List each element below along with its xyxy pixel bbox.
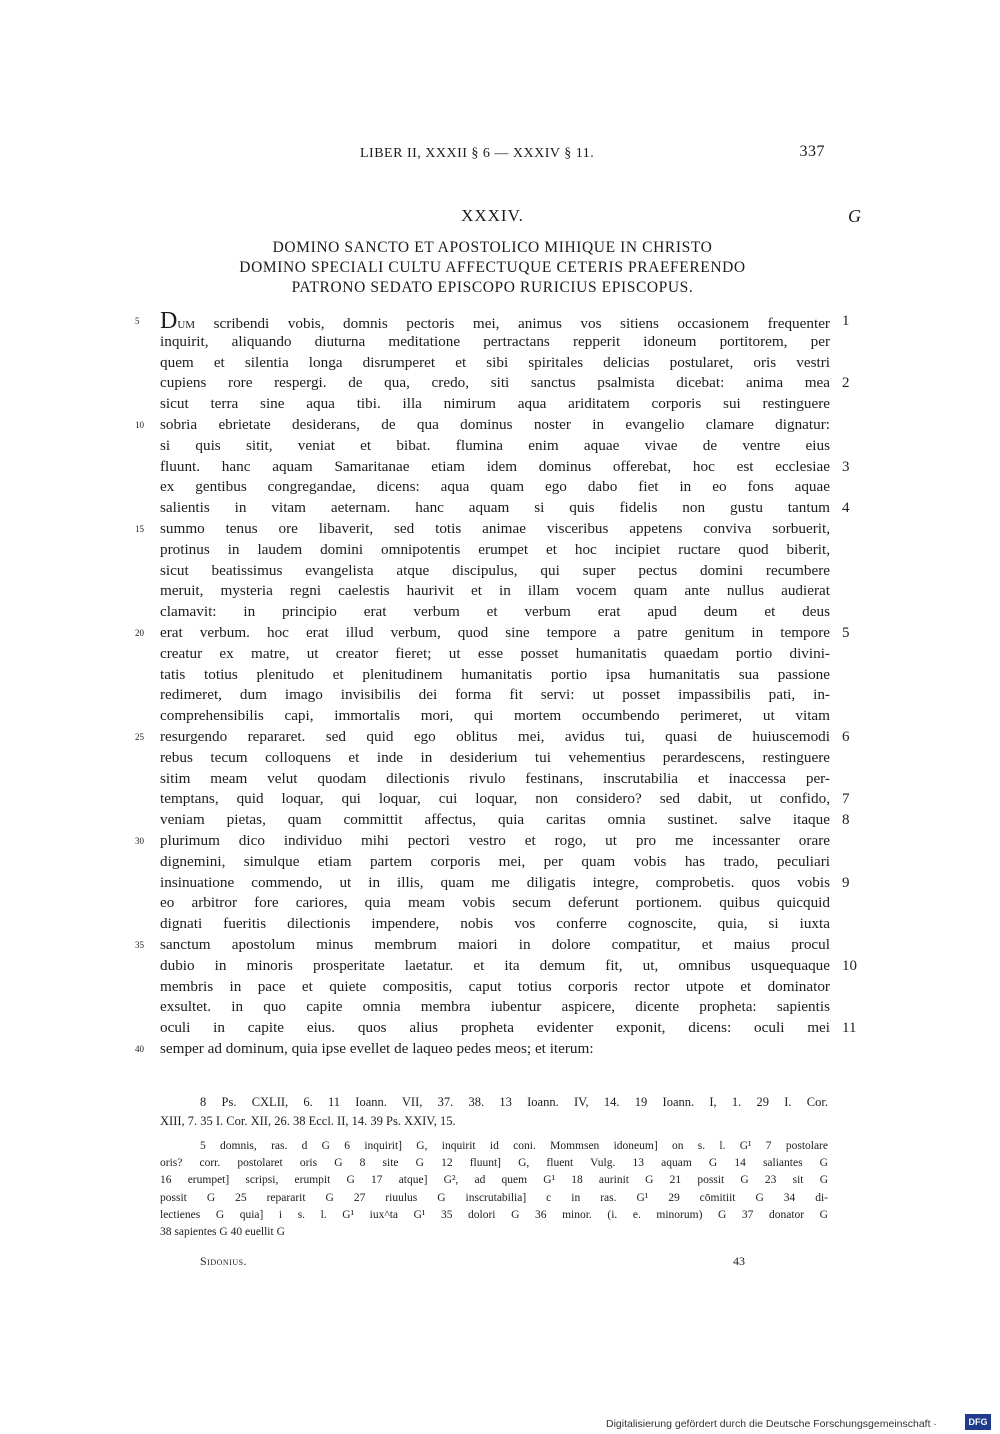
section-number: 7: [842, 791, 850, 808]
section-number: 5: [842, 624, 850, 641]
line-text: semper ad dominum, quia ipse evellet de laqueo pedes meos; et iterum:: [160, 1039, 594, 1057]
section-number: 9: [842, 874, 850, 891]
line-text: quem et silentia longa disrumperet et sibi spiritales delicias postularet, oris vestri: [160, 353, 830, 371]
line-number: 25: [135, 731, 144, 742]
salutation-line: DOMINO SPECIALI CULTU AFFECTUQUE CETERIS PRAEFERENDO: [239, 259, 746, 276]
reference-line: 8 Ps. CXLII, 6. 11 Ioann. VII, 37. 38. 13 Ioann. IV, 14. 19 Ioann. I, 1. 29 I. Cor.: [200, 1095, 828, 1109]
line-text: creatur ex matre, ut creator fieret; ut esse posset humanitatis quaedam portio divini-: [160, 644, 830, 662]
text-line: [160, 394, 830, 415]
line-number: 30: [135, 835, 144, 846]
text-line: [160, 581, 830, 602]
line-number: 10: [135, 419, 144, 430]
line-text: sobria ebrietate desiderans, de qua dominus noster in evangelio clamare dignatur:: [160, 415, 830, 433]
line-text: resurgendo repararet. sed quid ego oblitus mei, avidus tui, quasi de huiuscemodi: [160, 727, 830, 745]
section-number: 8: [842, 812, 850, 829]
sheet-number: 43: [733, 1254, 745, 1268]
text-line: [135, 623, 850, 644]
text-line: [160, 561, 830, 582]
line-text: temptans, quid loquar, qui loquar, cui loquar, non considero? sed dabit, ut confido,: [160, 790, 830, 808]
text-line: [160, 873, 850, 894]
line-text: sanctum apostolum minus membrum maiori in dolore compatitur, et maius procul: [160, 935, 830, 953]
text-line: [160, 436, 830, 457]
line-text: protinus in laudem domini omnipotentis erumpet et hoc incipiet ructare quod biberit,: [160, 540, 830, 558]
text-line: [135, 308, 850, 334]
text-line: [160, 769, 830, 790]
line-text: oculi in capite eius. quos alius propheta evidenter exponit, dicens: oculi mei: [160, 1019, 830, 1037]
line-text: rebus tecum colloquens et inde in desiderium tui vehementius perardescens, restinguere: [160, 748, 830, 766]
line-text: si quis sitit, veniat et bibat. flumina enim aquae vivae de ventre eius: [160, 436, 830, 454]
text-line: [160, 914, 830, 935]
salutation-line: PATRONO SEDATO EPISCOPO RURICIUS EPISCOPUS.: [291, 279, 694, 296]
apparatus-line: lectienes G quia] i s. l. G¹ iux^ta G¹ 35 dolori G 36 minor. (i. e. minorum) G 37 donator G: [160, 1208, 828, 1221]
line-text: dignati fueritis dilectionis impendere, nobis vos conferre cognoscite, quia, si iuxta: [160, 915, 830, 933]
section-number: 6: [842, 728, 850, 745]
letter-body: [135, 308, 857, 1060]
text-line: [160, 540, 830, 561]
text-line: [135, 935, 830, 956]
text-line: [160, 665, 830, 686]
text-line: [160, 852, 830, 873]
line-text: sitim meam velut quodam dilectionis rivulo festinans, inscrutabilia et inaccessa per-: [160, 769, 830, 787]
text-line: [160, 602, 830, 623]
section-number: 3: [842, 458, 850, 475]
text-line: [135, 519, 830, 540]
line-number: 20: [135, 627, 144, 638]
line-text: fluunt. hanc aquam Samaritanae etiam idem dominus offerebat, hoc est ecclesiae: [160, 457, 830, 475]
reference-line: XIII, 7. 35 I. Cor. XII, 26. 38 Eccl. II, 14. 39 Ps. XXIV, 15.: [160, 1114, 456, 1128]
text-line: [160, 353, 830, 374]
text-line: [135, 727, 850, 748]
line-text-content: scribendi vobis, domnis pectoris mei, animus vos sitiens occasionem frequenter: [195, 315, 830, 332]
text-line: [160, 748, 830, 769]
first-word-rest: um: [177, 315, 196, 332]
text-line: [160, 332, 830, 353]
text-line: [160, 685, 830, 706]
line-text: veniam pietas, quam committit affectus, quia caritas omnia sustinet. salve itaque: [160, 811, 830, 829]
section-number: 11: [842, 1020, 857, 1037]
line-text: redimeret, dum imago invisibilis dei forma fit servi: ut posset impassibilis pati, in-: [160, 686, 830, 704]
text-line: [160, 893, 830, 914]
section-number: 2: [842, 375, 850, 392]
text-line: [160, 977, 830, 998]
line-text: tatis totius plenitudo et plenitudinem humanitatis portio ipsa humanitatis sua passione: [160, 665, 830, 683]
line-text: insinuatione commendo, ut in illis, quam me diligatis integre, comprobetis. quos vobis: [160, 873, 830, 891]
section-number: 4: [842, 500, 850, 517]
dfg-logo: DFG: [965, 1414, 991, 1430]
text-line: [135, 415, 830, 436]
page-number: 337: [799, 143, 825, 160]
line-text: [160, 308, 830, 334]
apparatus-line: 38 sapientes G 40 euellit G: [160, 1226, 285, 1239]
text-line: [135, 831, 830, 852]
line-text: summo tenus ore libaverit, sed totis animae visceribus appetens conviva sorbuerit,: [160, 519, 830, 537]
running-title: LIBER II, XXXII § 6 — XXXIV § 11.: [360, 146, 595, 161]
text-line: [160, 956, 857, 977]
apparatus-line: 5 domnis, ras. d G 6 inquirit] G, inquirit id coni. Mommsen idoneum] on s. l. G¹ 7 postolare: [200, 1140, 828, 1152]
text-line: [160, 997, 830, 1018]
text-line: [160, 810, 850, 831]
apparatus-line: possit G 25 repararit G 27 riuulus G inscrutabilia] c in ras. G¹ 29 cōmitiit G 34 di-: [160, 1191, 828, 1204]
line-text: dubio in minoris prosperitate laetatur. et ita demum fit, ut, omnibus usquequaque: [160, 956, 830, 974]
section-number: 10: [842, 957, 857, 974]
line-text: membris in pace et quiete compositis, caput totius corporis rector utpote et dominator: [160, 977, 830, 995]
text-line: [160, 498, 850, 519]
line-number: 40: [135, 1043, 144, 1054]
drop-cap: D: [160, 308, 178, 334]
letter-number: XXXIV.: [461, 206, 524, 225]
line-text: salientis in vitam aeternam. hanc aquam si quis fidelis non gustu tantum: [160, 499, 830, 517]
line-text: exsultet. in quo capite omnia membra iubentur aspicere, dicente propheta: sapientis: [160, 998, 830, 1016]
text-line: [160, 789, 850, 810]
line-text: meruit, mysteria regni caelestis haurivit et in illam vocem quam ante nullus audierat: [160, 582, 830, 600]
critical-apparatus: [160, 1138, 828, 1241]
line-text: comprehensibilis capi, immortalis mori, qui mortem occumbendo perimeret, ut vitam: [160, 707, 830, 725]
line-text: sicut beatissimus evangelista atque discipulus, qui super pectus domini recumbere: [160, 561, 830, 579]
line-text: eo arbitror fore cariores, quia meam vobis secum deferunt portionem. quibus quicquid: [160, 894, 830, 912]
line-text: ex gentibus congregandae, dicens: aqua quam ego dabo fiet in eo fons aquae: [160, 478, 830, 496]
line-text: cupiens rore respergi. de qua, credo, siti sanctus psalmista dicebat: anima mea: [160, 374, 830, 392]
text-line: [160, 373, 850, 394]
author-signature: Sidonius.: [200, 1254, 248, 1268]
digitization-credit: Digitalisierung gefördert durch die Deutsche Forschungsgemeinschaft ·: [606, 1418, 937, 1430]
text-line: [160, 644, 830, 665]
line-text: sicut terra sine aqua tibi. illa nimirum aqua ariditatem corporis sui restinguere: [160, 395, 830, 413]
text-line: [160, 706, 830, 727]
line-number: 35: [135, 939, 144, 950]
line-text: inquirit, aliquando diuturna meditatione pertractans repperit idoneum portitorem, per: [160, 332, 830, 350]
line-text: erat verbum. hoc erat illud verbum, quod sine tempore a patre genitum in tempore: [160, 623, 830, 641]
text-line: [160, 1018, 857, 1039]
section-number: 1: [842, 313, 850, 329]
text-line: [135, 1039, 830, 1060]
salutation: [160, 238, 825, 298]
line-number: 15: [135, 523, 144, 534]
apparatus-line: 16 erumpet] scripsi, erumpit G 17 atque] G², ad quem G¹ 18 aurinit G 21 possit G 23 sit G: [160, 1174, 828, 1187]
apparatus-line: oris? corr. postolaret oris G 8 site G 12 fluunt] G, fluent Vulg. 13 aquam G 14 saliantes G: [160, 1157, 828, 1170]
manuscript-sigla: G: [848, 206, 861, 226]
line-number: 5: [135, 316, 140, 326]
line-text: dignemini, simulque etiam partem corporis mei, per quam vobis has trado, peculiari: [160, 852, 830, 870]
line-text: clamavit: in principio erat verbum et verbum erat apud deum et deus: [160, 603, 830, 621]
line-text: plurimum dico individuo mihi pectori vestro et rogo, ut pro me incessanter orare: [160, 831, 830, 849]
text-line: [160, 477, 830, 498]
scripture-references: [160, 1093, 828, 1131]
salutation-line: DOMINO SANCTO ET APOSTOLICO MIHIQUE IN CHRISTO: [272, 239, 713, 256]
text-line: [160, 457, 850, 478]
